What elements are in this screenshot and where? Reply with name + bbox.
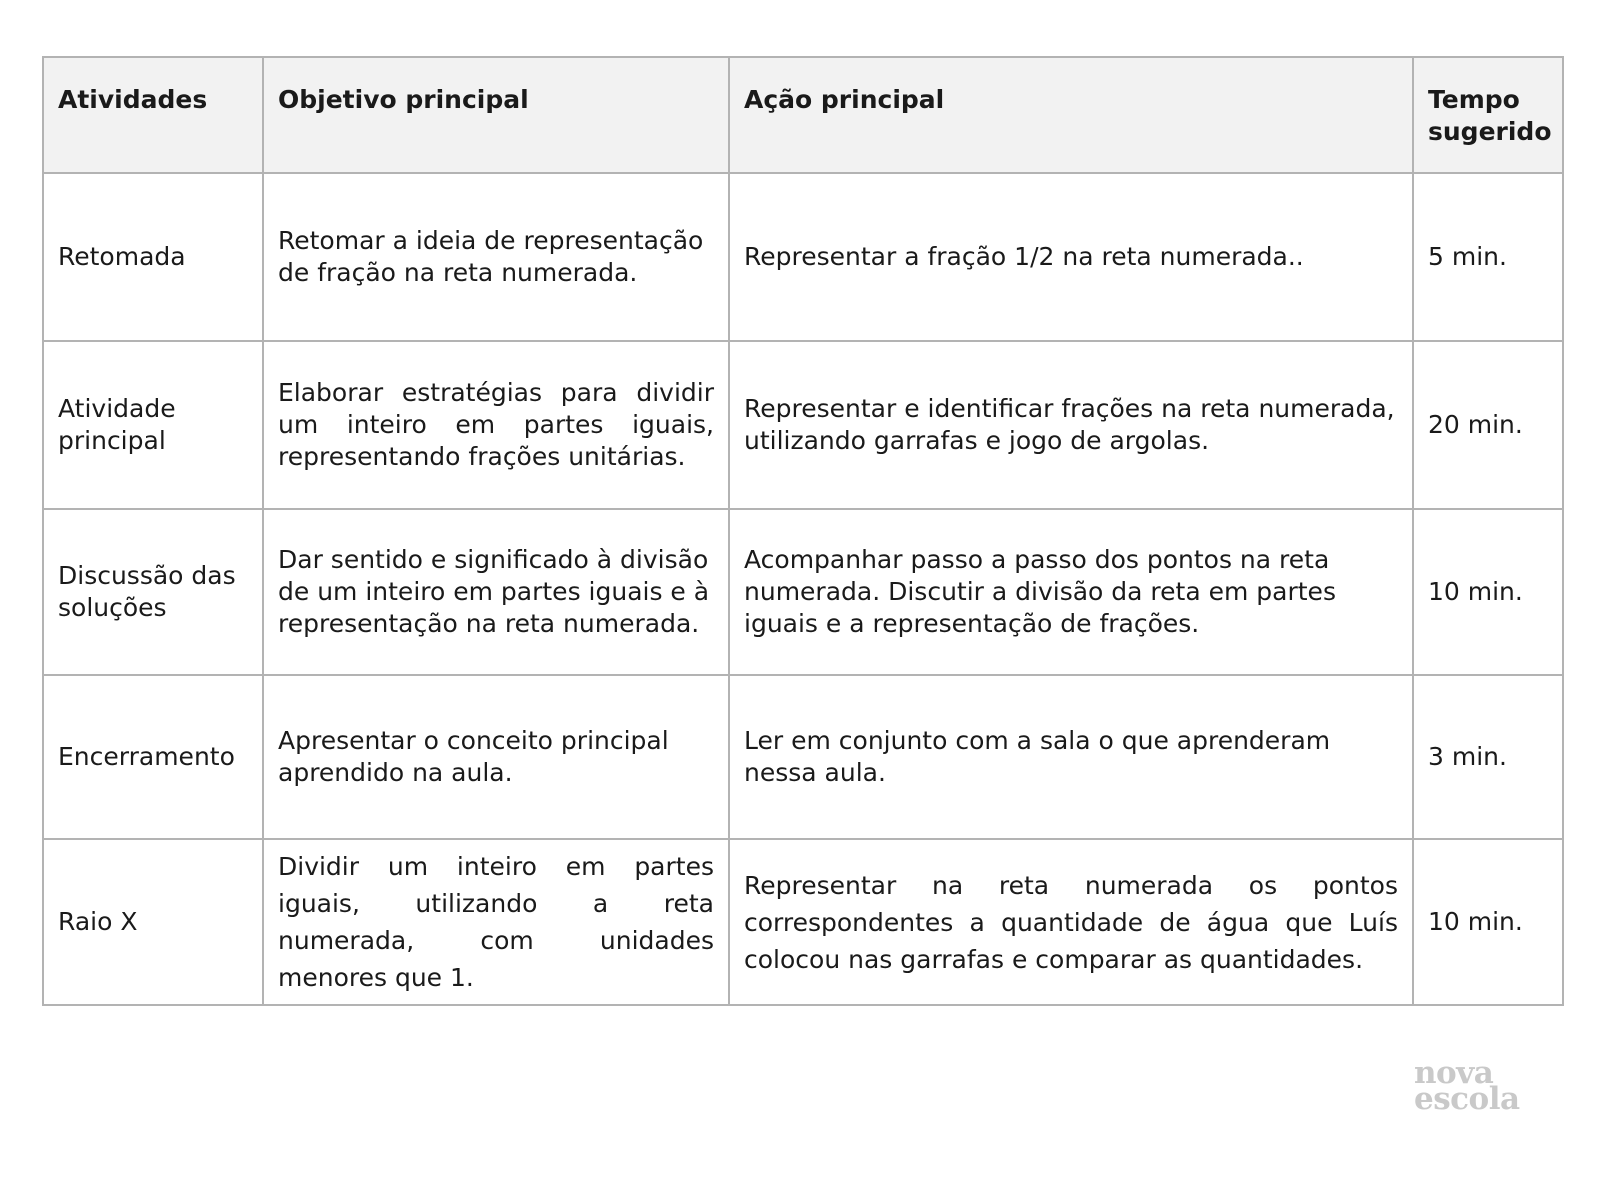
cell-acao: Acompanhar passo a passo dos pontos na reta numerada. Discutir a divisão da reta em partes iguais e a representação de frações. [729, 509, 1413, 675]
cell-tempo: 10 min. [1413, 839, 1563, 1005]
logo-line-escola: escola [1414, 1081, 1520, 1117]
header-objetivo-principal: Objetivo principal [263, 57, 729, 173]
cell-objetivo: Dividir um inteiro em partes iguais, utilizando a reta numerada, com unidades menores que 1. [263, 839, 729, 1005]
logo-line-nova: nova [1414, 1055, 1494, 1091]
cell-tempo: 10 min. [1413, 509, 1563, 675]
cell-atividade: Atividade principal [43, 341, 263, 509]
cell-objetivo: Elaborar estratégias para dividir um inteiro em partes iguais, representando frações unitárias. [263, 341, 729, 509]
cell-atividade: Retomada [43, 173, 263, 341]
table-row [43, 509, 1563, 675]
table-row [43, 173, 1563, 341]
cell-atividade: Raio X [43, 839, 263, 1005]
cell-acao: Representar a fração 1/2 na reta numerada.. [729, 173, 1413, 341]
header-tempo-sugerido: Tempo sugerido [1413, 57, 1563, 173]
table-row [43, 675, 1563, 839]
header-atividades: Atividades [43, 57, 263, 173]
header-acao-principal: Ação principal [729, 57, 1413, 173]
cell-tempo: 20 min. [1413, 341, 1563, 509]
cell-atividade: Discussão das soluções [43, 509, 263, 675]
cell-atividade: Encerramento [43, 675, 263, 839]
table-row [43, 341, 1563, 509]
cell-objetivo: Retomar a ideia de representação de fração na reta numerada. [263, 173, 729, 341]
cell-tempo: 5 min. [1413, 173, 1563, 341]
table-header-row [43, 57, 1563, 173]
cell-tempo: 3 min. [1413, 675, 1563, 839]
cell-objetivo: Dar sentido e significado à divisão de um inteiro em partes iguais e à representação na reta numerada. [263, 509, 729, 675]
cell-objetivo: Apresentar o conceito principal aprendido na aula. [263, 675, 729, 839]
nova-escola-logo [1414, 1055, 1544, 1117]
lesson-plan-table [42, 56, 1564, 1006]
table-row [43, 839, 1563, 1005]
cell-acao: Representar na reta numerada os pontos correspondentes a quantidade de água que Luís colocou nas garrafas e comparar as quantidades. [729, 839, 1413, 1005]
cell-acao: Representar e identificar frações na reta numerada, utilizando garrafas e jogo de argolas. [729, 341, 1413, 509]
cell-acao: Ler em conjunto com a sala o que aprenderam nessa aula. [729, 675, 1413, 839]
